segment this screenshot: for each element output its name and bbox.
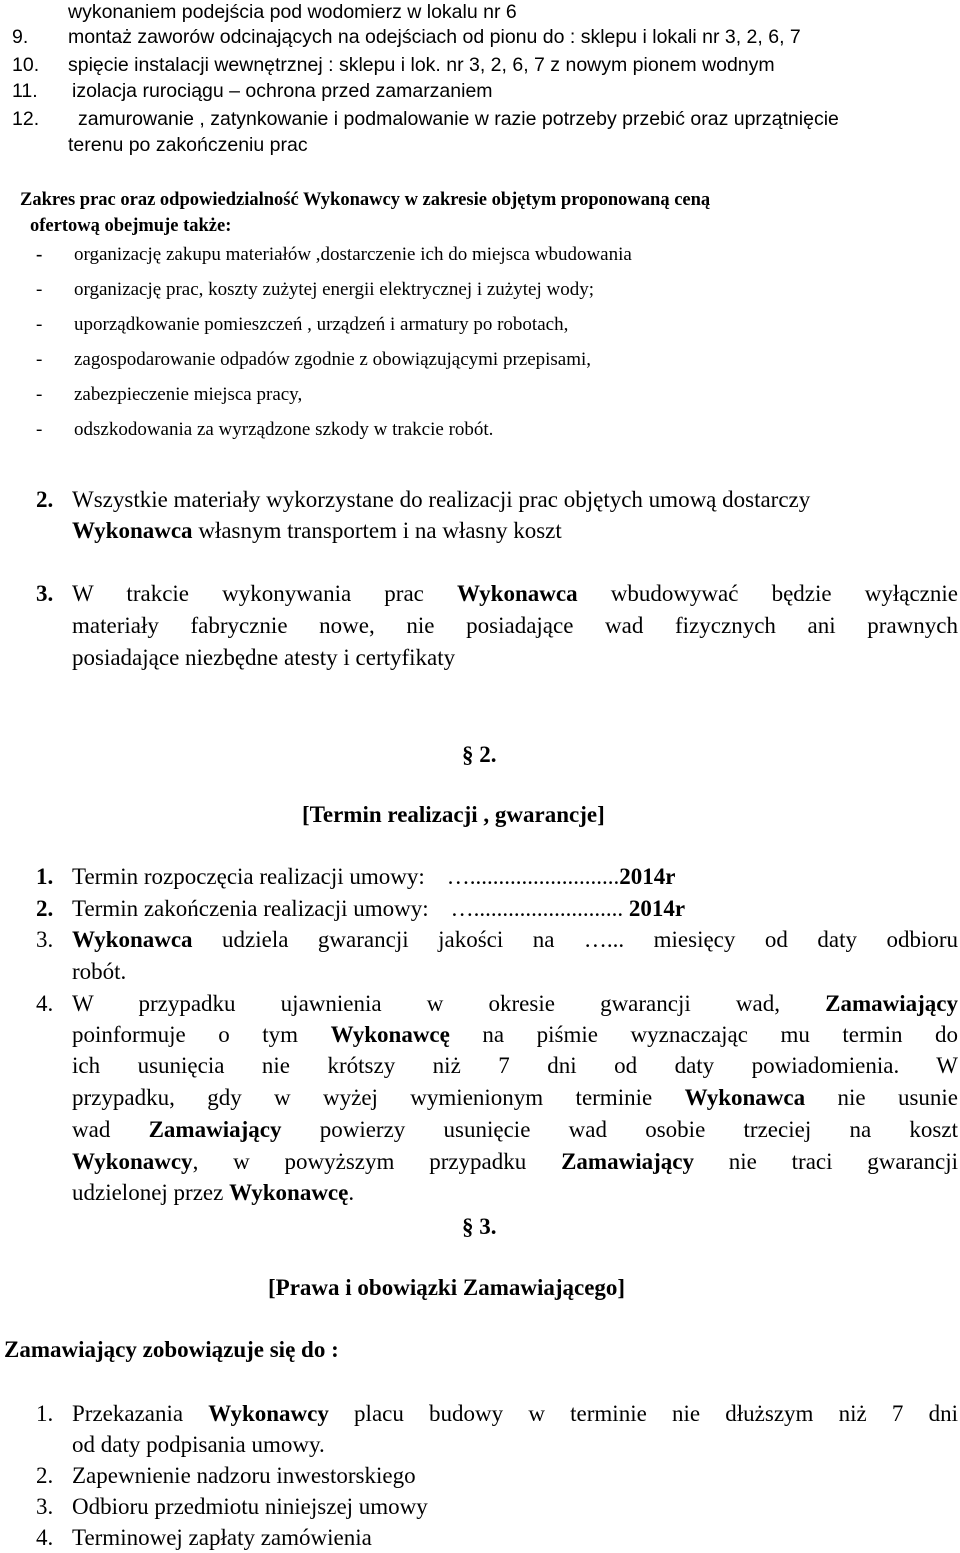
paragraph-number: 2.: [36, 487, 54, 512]
list-item: - uporządkowanie pomieszczeń , urządzeń i armatury po robotach,: [36, 314, 569, 335]
section-intro: Zamawiający zobowiązuje się do :: [4, 1337, 339, 1362]
list-item: wykonaniem podejścia pod wodomierz w lokalu nr 6: [68, 1, 517, 23]
list-item: 10. spięcie instalacji wewnętrznej : sklepu i lok. nr 3, 2, 6, 7 z nowym pionem wodnym: [12, 54, 775, 76]
paragraph-line: wad Zamawiający powierzy usunięcie wad osobie trzeciej na koszt: [72, 1117, 958, 1142]
paragraph-line: udzielonej przez Wykonawcę.: [72, 1180, 355, 1205]
section-symbol: § 3.: [462, 1214, 497, 1239]
paragraph-number: 3.: [36, 581, 54, 606]
list-item: 11. izolacja rurociągu – ochrona przed zamarzaniem: [12, 80, 493, 102]
list-item: 3. Odbioru przedmiotu niniejszej umowy: [36, 1494, 428, 1519]
list-item-continuation: terenu po zakończeniu prac: [68, 134, 308, 156]
paragraph-line: ich usunięcia nie krótszy niż 7 dni od daty powiadomienia. W: [72, 1053, 958, 1078]
section-title: [Prawa i obowiązki Zamawiającego]: [268, 1275, 626, 1300]
list-item: - odszkodowania za wyrządzone szkody w trakcie robót.: [36, 419, 494, 440]
list-item-number: 4.: [36, 991, 54, 1016]
list-item: 4. Terminowej zapłaty zamówienia: [36, 1525, 372, 1550]
list-item-continuation: od daty podpisania umowy.: [72, 1432, 325, 1457]
paragraph-line: Wykonawcy, w powyższym przypadku Zamawiający nie traci gwarancji: [72, 1149, 958, 1174]
list-item: - organizację prac, koszty zużytej energii elektrycznej i zużytej wody;: [36, 279, 594, 300]
list-item: - zabezpieczenie miejsca pracy,: [36, 384, 303, 405]
paragraph-line: Wykonawca własnym transportem i na własny koszt: [72, 518, 562, 543]
list-item-continuation: robót.: [72, 959, 127, 984]
list-item: - zagospodarowanie odpadów zgodnie z obowiązującymi przepisami,: [36, 349, 592, 370]
paragraph-line: posiadające niezbędne atesty i certyfikaty: [72, 645, 456, 670]
list-item: - organizację zakupu materiałów ,dostarczenie ich do miejsca wbudowania: [36, 244, 632, 265]
paragraph-line: Wszystkie materiały wykorzystane do realizacji prac objętych umową dostarczy: [72, 487, 811, 512]
paragraph-line: materiały fabrycznie nowe, nie posiadające wad fizycznych ani prawnych: [72, 613, 958, 638]
section-title: [Termin realizacji , gwarancje]: [302, 802, 605, 827]
paragraph-line: przypadku, gdy w wyżej wymienionym terminie Wykonawca nie usunie: [72, 1085, 958, 1110]
paragraph-line: W trakcie wykonywania prac Wykonawca wbudowywać będzie wyłącznie: [72, 581, 958, 606]
list-item: 9. montaż zaworów odcinających na odejściach od pionu do : sklepu i lokali nr 3, 2, 6, 7: [12, 26, 801, 48]
list-item: 2. Zapewnienie nadzoru inwestorskiego: [36, 1463, 416, 1488]
list-item-text: Przekazania Wykonawcy placu budowy w terminie nie dłuższym niż 7 dni: [72, 1401, 959, 1426]
list-item: 12. zamurowanie , zatynkowanie i podmalowanie w razie potrzeby przebić oraz uprzątnięcie: [12, 108, 839, 130]
list-item-text: Wykonawca udziela gwarancji jakości na …... miesięcy od daty odbioru: [72, 927, 958, 952]
scope-heading-cont: ofertową obejmuje także:: [30, 216, 232, 236]
list-item: 3.: [36, 927, 54, 952]
paragraph-line: poinformuje o tym Wykonawcę na piśmie wyznaczając mu termin do: [72, 1022, 958, 1047]
paragraph-line: W przypadku ujawnienia w okresie gwarancji wad, Zamawiający: [72, 991, 958, 1016]
list-item: 1. Termin rozpoczęcia realizacji umowy: …..........................2014r: [36, 864, 676, 889]
list-item-number: 1.: [36, 1401, 54, 1426]
scope-heading: Zakres prac oraz odpowiedzialność Wykonawcy w zakresie objętym proponowaną ceną: [20, 190, 711, 210]
section-symbol: § 2.: [462, 742, 497, 767]
list-item: 2. Termin zakończenia realizacji umowy: ….......................... 2014r: [36, 896, 686, 921]
